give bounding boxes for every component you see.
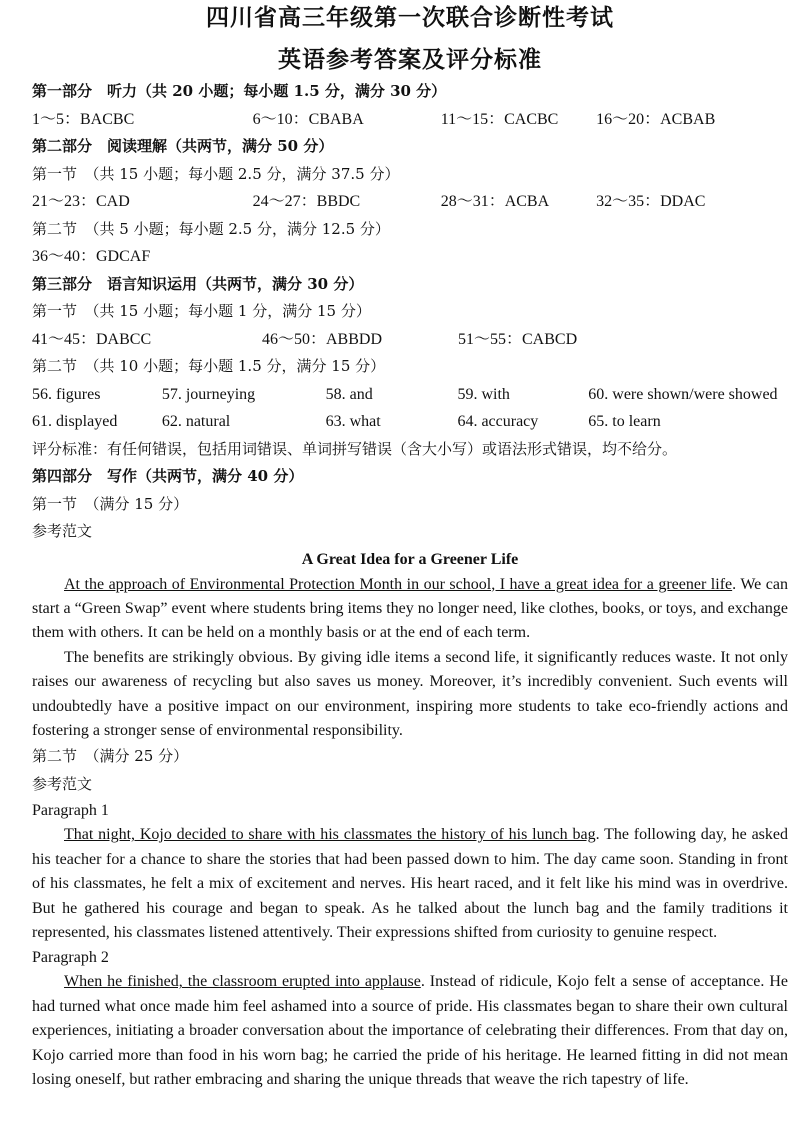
- answer-group: 11～15：CACBC: [440, 110, 559, 128]
- essay-paragraph: The benefits are strikingly obvious. By giving idle items a second life, it significantly reduces waste. It not only raises our awareness of recycling but also saves us money. Moreover, it’s incredibly convenient. Such events will undoubtedly have a positive impact on our environment, inspiring more students to take eco-friendly actions and fostering a stronger sense of environmental responsibility.: [32, 648, 788, 739]
- answer-group: 46～50：ABBDD: [262, 330, 383, 348]
- page-subtitle: 英语参考答案及评分标准: [278, 46, 542, 73]
- story-paragraph-2: [32, 970, 788, 1092]
- underlined-sentence: That night, Kojo decided to share with his classmates the history of his lunch bag: [64, 826, 596, 844]
- answer-group: 21～23：CAD: [32, 193, 130, 210]
- essay-paragraph: [32, 573, 788, 646]
- paragraph-text: . We can start a “Green Swap” event where students bring items they no longer need, like clothes, books, or toys, and exchange them with others. It can be held on a monthly basis or at the end of each term.: [32, 575, 789, 642]
- paragraph2-label: Paragraph 2: [32, 949, 109, 967]
- answer-group: 41～45：DABCC: [32, 330, 152, 348]
- sample-essay-label: 参考范文: [32, 522, 93, 540]
- answer-group: 1～5：BACBC: [32, 110, 135, 128]
- page-title: 四川省高三年级第一次联合诊断性考试: [206, 4, 614, 31]
- part1-answers: [32, 106, 788, 134]
- part4-heading: 第四部分 写作（共两节，满分 40 分）: [32, 467, 304, 485]
- underlined-sentence: At the approach of Environmental Protection Month in our school, I have a great idea for a greener life: [64, 575, 733, 593]
- essay-title: A Great Idea for a Greener Life: [301, 550, 519, 568]
- answer-item: 58. and: [325, 385, 373, 403]
- answer-group: 32～35：DDAC: [596, 193, 706, 210]
- sample-essay-label: 参考范文: [32, 774, 93, 793]
- paragraph-text: . Instead of ridicule, Kojo felt a sense of acceptance. He had turned what once made him feel ashamed into a source of pride. His classmates began to share their own cultural experiences, initiating a broader conversation about the importance of celebrating their differences. From that day on, Kojo carried more than food in his worn bag; he carried the pride of his heritage. He learned fitting in did not mean losing oneself, but rather embracing and sharing the unique threads that weave the rich tapestry of life.: [32, 973, 788, 1088]
- underlined-sentence: When he finished, the classroom erupted into applause: [64, 973, 421, 991]
- part3-section2-row2: [32, 408, 788, 436]
- answer-item: 63. what: [325, 413, 381, 430]
- part3-heading: 第三部分 语言知识运用（共两节，满分 30 分）: [32, 274, 364, 293]
- part3-section1-answers: [32, 326, 788, 354]
- answer-group: 16～20：ACBAB: [596, 110, 716, 128]
- paragraph-text: . The following day, he asked his teacher for a chance to share the stories that had been passed down to him. The day came soon. Standing in front of his classmates, he felt a mix of excitement and nerves. His heart raced, and it felt like his mind was in overdrive. But he gathered his courage and began to speak. As he talked about the lunch bag and the family traditions it represented, his classmates listened attentively. Their expressions shifted from curiosity to genuine respect.: [32, 826, 789, 941]
- part3-section2-heading: 第二节 （共 10 小题；每小题 1.5 分，满分 15 分）: [32, 357, 386, 375]
- part2-section2-heading: 第二节 （共 5 小题；每小题 2.5 分，满分 12.5 分）: [32, 219, 390, 238]
- story-paragraph-1: [32, 823, 788, 945]
- part2-section1-heading: 第一节 （共 15 小题；每小题 2.5 分，满分 37.5 分）: [32, 164, 400, 183]
- part1-heading: 第一部分 听力（共 20 小题；每小题 1.5 分，满分 30 分）: [32, 82, 447, 100]
- part2-section2-answers: [32, 243, 788, 271]
- part3-section1-heading: 第一节 （共 15 小题；每小题 1 分，满分 15 分）: [32, 302, 371, 320]
- part2-heading: 第二部分 阅读理解（共两节，满分 50 分）: [32, 137, 334, 155]
- part2-section1-answers: [32, 188, 788, 216]
- answer-item: 65. to learn: [588, 413, 661, 430]
- answer-item: 59. with: [457, 385, 510, 403]
- answer-item: 61. displayed: [32, 413, 118, 430]
- answer-item: 57. journeying: [161, 385, 256, 403]
- answer-group: 28～31：ACBA: [440, 193, 550, 210]
- part4-section1-heading: 第一节 （满分 15 分）: [32, 494, 189, 513]
- answer-group: 6～10：CBABA: [252, 110, 364, 128]
- answer-group: 24～27：BBDC: [252, 193, 361, 210]
- paragraph1-label: Paragraph 1: [32, 802, 109, 820]
- scoring-criteria: 评分标准：有任何错误，包括用词错误、单词拼写错误（含大小写）或语法形式错误，均不给分。: [32, 439, 678, 458]
- answer-item: 62. natural: [161, 413, 231, 430]
- answer-item: 60. were shown/were showed: [588, 385, 778, 403]
- answer-item: 64. accuracy: [457, 413, 539, 430]
- answer-group: 51～55：CABCD: [458, 330, 578, 348]
- part3-section2-row1: [32, 381, 788, 409]
- answer-item: 56. figures: [32, 385, 101, 403]
- answer-group: 36～40：GDCAF: [32, 248, 151, 265]
- part4-section2-heading: 第二节 （满分 25 分）: [32, 747, 189, 766]
